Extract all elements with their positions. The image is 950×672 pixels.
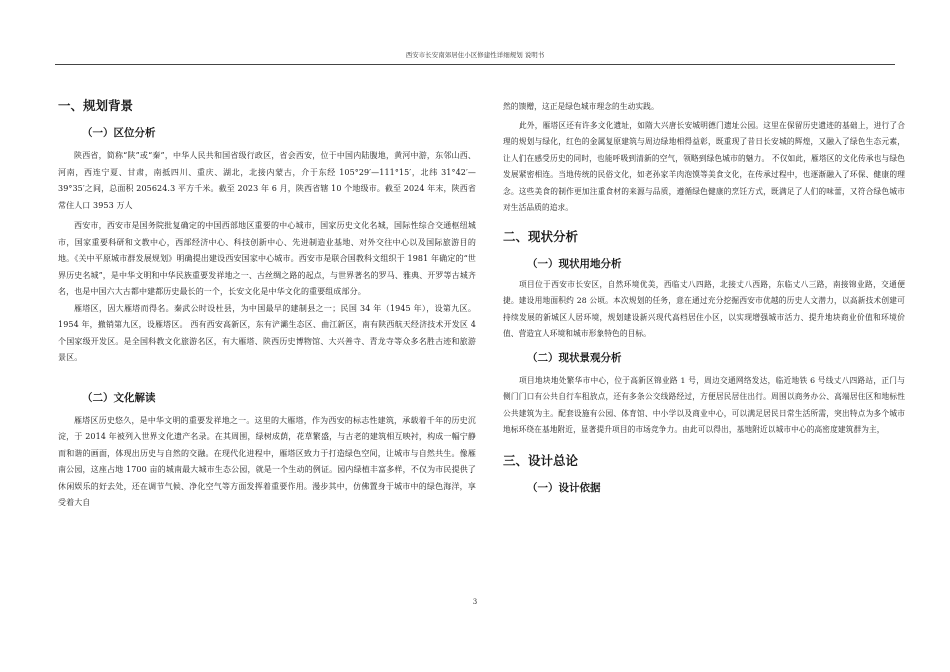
paragraph-yanta-culture: 雁塔区历史悠久，是中华文明的重要发祥地之一。这里的大雁塔，作为西安的标志性建筑，承载着千年的历史沉淀，于 2014 年被列入世界文化遗产名录。在其周围，绿树成荫，花草繁盛，与古老的建筑相互映衬，构成一幅宁静而和谐的画面，体现出历史与自然的交融。在现代化进程中，雁塔区致力于打造绿色空间，让城市与自然共生。像雁南公园，这座占地 1700 亩的城南最大城市生态公园，就是一个生动的例证。园内绿植丰富多样，不仅为市民提供了休闲娱乐的好去处，还在调节气候、净化空气等方面发挥着重要作用。漫步其中，仿佛置身于城市中的绿色海洋，享受着大自 xyxy=(58,415,476,507)
section-heading-design-overview: 三、设计总论 xyxy=(503,452,579,468)
paragraph-continuation: 然的馈赠，这正是绿色城市理念的生动实践。 xyxy=(503,102,659,111)
paragraph-cultural-sites: 此外，雁塔区还有许多文化遗址，如隋大兴唐长安城明德门遗址公园。这里在保留历史遗迹的基础上，进行了合理的规划与绿化，红色的金属复原建筑与周边绿地相得益彰，既重现了昔日长安城的辉煌，又融入了绿色生态元素，让人们在感受历史的同时，也能呼吸到清新的空气，领略到绿色城市的魅力。 不仅如此，雁塔区的文化传承也与绿色发展紧密相连。当地传统的民俗文化，如老孙家羊肉泡馍等美食文化，在传承过程中，也逐渐融入了环保、健康的理念。这些美食的制作更加注重食材的来源与品质，遵循绿色健康的烹饪方式，既满足了人们的味蕾，又符合绿色城市对生活品质的追求。 xyxy=(503,120,905,212)
paragraph-landscape: 项目地块地处繁华市中心，位于高新区锦业路 1 号，周边交通网络发达，临近地铁 6 号线丈八四路站，正门与侧门门口有公共自行车租放点，还有多条公交线路经过，方便居民居住出行。周围以商务办公、高端居住区和地标性公共建筑为主。配套设施有公园、体育馆、中小学以及商业中心，可以满足居民日常生活所需，突出特点为多个城市地标环绕在基地附近，显著提升项目的市场竞争力。由此可以得出，基地附近以城市中心的高密度建筑群为主， xyxy=(503,375,905,434)
paragraph-shaanxi: 陕西省，简称“陕”或“秦”，中华人民共和国省级行政区，省会西安，位于中国内陆腹地，黄河中游，东邻山西、河南，西连宁夏、甘肃，南抵四川、重庆、湖北，北接内蒙古，介于东经 105°29′—111°15′，北纬 31°42′—39°35′之间，总面积 205624.3 平方千米。截至 2023 年 6 月，陕西省辖 10 个地级市。截至 2024 年末，陕西省常住人口 3953 万人 xyxy=(58,151,476,210)
right-column xyxy=(503,99,905,497)
paragraph-land-use: 项目位于西安市长安区，自然环境优美，西临丈八四路，北接丈八西路，东临丈八三路，南接锦业路，交通便捷。建设用地面积约 28 公顷。本次规划的任务，意在通过充分挖掘西安市优越的历史人文潜力，以高新技术创建可持续发展的新城区人居环境，规划建设新兴现代高档居住小区，以实现增强城市活力、提升地块商业价值和环境价值、营造宜人环境和城市形象特色的目标。 xyxy=(503,279,905,338)
running-header: 西安市长安南郊居住小区修建性详细规划 说明书 xyxy=(405,51,545,59)
section-heading-status-analysis: 二、现状分析 xyxy=(503,228,579,244)
page-number: 3 xyxy=(472,598,478,606)
paragraph-xian: 西安市，西安市是国务院批复确定的中国西部地区重要的中心城市，国家历史文化名城，国际性综合交通枢纽城市，国家重要科研和文教中心，西部经济中心、科技创新中心、先进制造业基地、对外交往中心以及国际旅游目的地。《关中平原城市群发展规划》明确提出建设西安国家中心城市。西安市是联合国教科文组织于 1981 年确定的“世界历史名城”，是中华文明和中华民族重要发祥地之一、古丝绸之路的起点，与世界著名的罗马、雅典、开罗等古城齐名，也是中国六大古都中建都历史最长的一个，长安文化是中华文化的重要组成部分。 xyxy=(58,221,476,296)
subheading-design-basis: （一）设计依据 xyxy=(527,481,601,494)
subheading-location-analysis: （一）区位分析 xyxy=(82,127,156,139)
paragraph-yanta: 雁塔区，因大雁塔而得名。秦武公时设杜县，为中国最早的建制县之一；民国 34 年（1945 年），设第九区。1954 年，撤销第九区，设雁塔区。 西有西安高新区，东有浐灞生态区、曲江新区，南有陕西航天经济技术开发区 4 个国家级开发区。是全国科教文化旅游名区，有大雁塔、陕西历史博物馆、大兴善寺、青龙寺等众多名胜古迹和旅游景区。 xyxy=(58,303,476,362)
section-heading-planning-background: 一、规划背景 xyxy=(58,98,134,113)
header-rule xyxy=(55,64,895,65)
left-column xyxy=(58,96,476,512)
subheading-landscape-analysis: （二）现状景观分析 xyxy=(527,351,622,364)
subheading-cultural-interpretation: （二）文化解读 xyxy=(82,391,156,404)
subheading-land-use-analysis: （一）现状用地分析 xyxy=(527,257,622,270)
